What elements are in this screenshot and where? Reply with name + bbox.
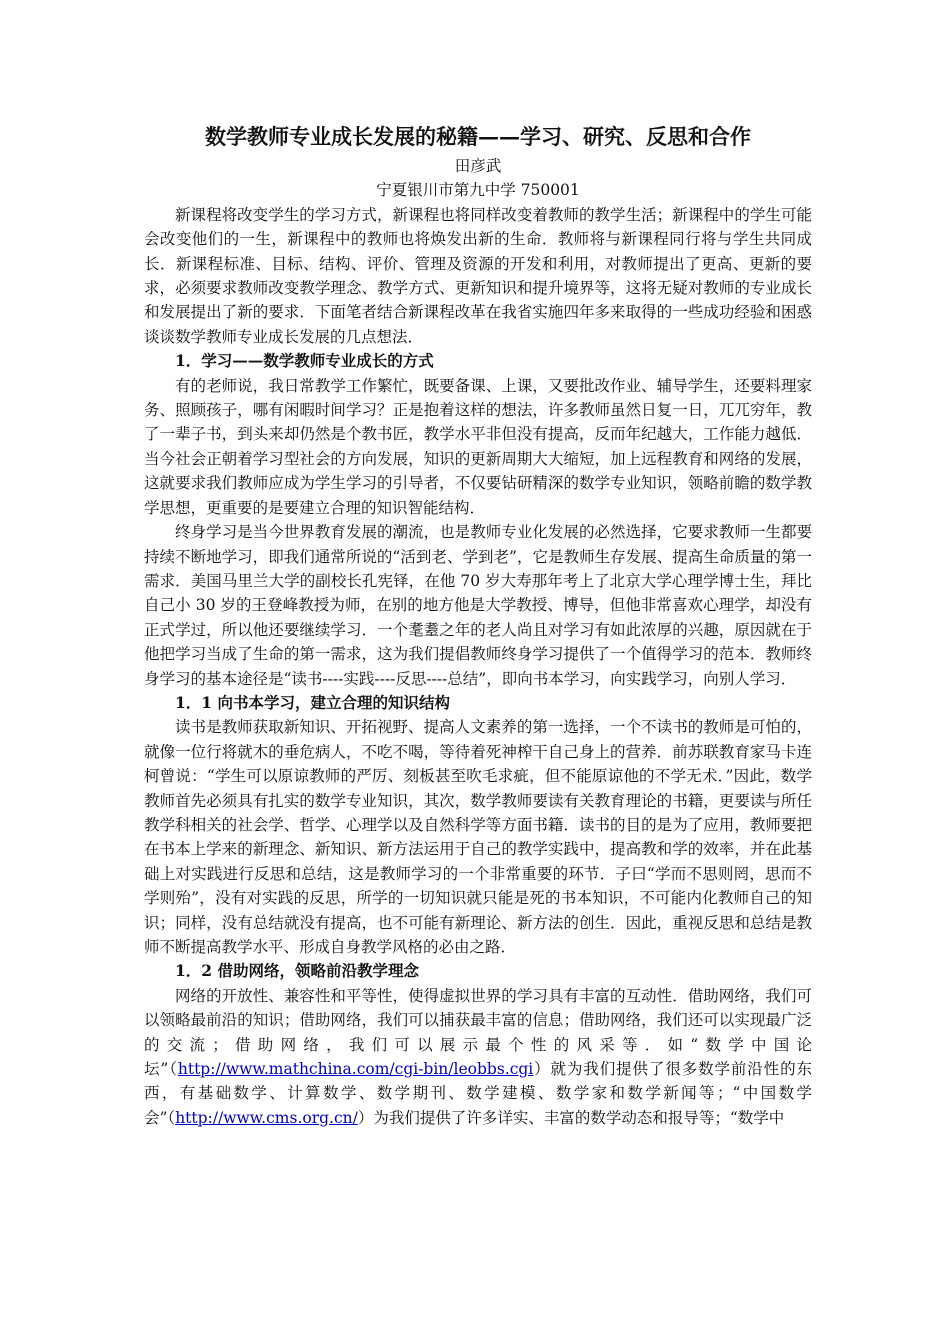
author-affiliation: 宁夏银川市第九中学 750001	[376, 181, 580, 200]
section-1-2-text-part-2: ）就为我们提供了很多数学前沿性的东西，有基础数学、计算数学、数学期刊、数学建模、数学家和数学新闻等；“中国数学会”（	[144, 1060, 812, 1127]
document-page	[144, 120, 812, 1130]
section-heading-1-1: 1．1 向书本学习，建立合理的知识结构	[175, 692, 450, 712]
section-1-paragraph-1: 有的老师说，我日常教学工作繁忙，既要备课、上课，又要批改作业、辅导学生，还要料理家务、照顾孩子，哪有闲暇时间学习？正是抱着这样的想法，许多教师虽然日复一日，兀兀穷年，教了一辈子书，到头来却仍然是个教书匠，教学水平非但没有提高，反而年纪越大，工作能力越低．当今社会正朝着学习型社会的方向发展，知识的更新周期大大缩短，加上远程教育和网络的发展，这就要求我们教师应成为学生学习的引导者，不仅要钻研精深的数学专业知识，领略前瞻的数学教学思想，更重要的是要建立合理的知识智能结构．	[144, 376, 812, 517]
section-heading-1-2: 1．2 借助网络，领略前沿教学理念	[175, 961, 419, 981]
section-1-2-text-part-3: ）为我们提供了许多详实、丰富的数学动态和报导等；“数学中	[357, 1108, 785, 1127]
section-1-2-paragraph	[144, 984, 812, 1130]
document-title: 数学教师专业成长发展的秘籍——学习、研究、反思和合作	[205, 124, 751, 149]
section-1-1-paragraph: 读书是教师获取新知识、开拓视野、提高人文素养的第一选择，一个不读书的教师是可怕的，就像一位行将就木的垂危病人，不吃不喝，等待着死神榨干自己身上的营养．前苏联教育家马卡连柯曾说：“学生可以原谅教师的严厉、刻板甚至吹毛求疵，但不能原谅他的不学无术．”因此，数学教师首先必须具有扎实的数学专业知识，其次，数学教师要读有关教育理论的书籍，更要读与所任教学科相关的社会学、哲学、心理学以及自然科学等方面书籍．读书的目的是为了应用，教师要把在书本上学来的新理念、新知识、新方法运用于自己的教学实践中，提高教和学的效率，并在此基础上对实践进行反思和总结，这是教师学习的一个非常重要的环节．子曰“学而不思则罔，思而不学则殆”，没有对实践的反思，所学的一切知识就只能是死的书本知识，不可能内化教师自己的知识；同样，没有总结就没有提高，也不可能有新理论、新方法的创生．因此，重视反思和总结是教师不断提高教学水平、形成自身教学风格的必由之路．	[144, 718, 812, 956]
intro-paragraph: 新课程将改变学生的学习方式，新课程也将同样改变着教师的教学生活；新课程中的学生可能会改变他们的一生，新课程中的教师也将焕发出新的生命．教师将与新课程同行将与学生共同成长．新课程标准、目标、结构、评价、管理及资源的开发和利用，对教师提出了更高、更新的要求，必须要求教师改变教学理念、教学方式、更新知识和提升境界等，这将无疑对教师的专业成长和发展提出了新的要求．下面笔者结合新课程改革在我省实施四年多来取得的一些成功经验和困惑谈谈数学教师专业成长发展的几点想法．	[144, 205, 812, 346]
section-heading-1: 1．学习——数学教师专业成长的方式	[175, 351, 434, 371]
cms-link[interactable]: http://www.cms.org.cn/	[175, 1108, 358, 1127]
mathchina-link[interactable]: http://www.mathchina.com/cgi-bin/leobbs.cgi	[177, 1060, 534, 1079]
author-name: 田彦武	[454, 157, 502, 175]
section-1-2-text-part-1: 网络的开放性、兼容性和平等性，使得虚拟世界的学习具有丰富的互动性．借助网络，我们可以领略最前沿的知识；借助网络，我们可以捕获最丰富的信息；借助网络，我们还可以实现最广泛的交流；借助网络，我们可以展示最个性的风采等．如“数学中国论坛”（	[144, 986, 812, 1079]
section-1-paragraph-2: 终身学习是当今世界教育发展的潮流，也是教师专业化发展的必然选择，它要求教师一生都要持续不断地学习，即我们通常所说的“活到老、学到老”，它是教师生存发展、提高生命质量的第一需求．美国马里兰大学的副校长孔宪铎，在他 70 岁大寿那年考上了北京大学心理学博士生，拜比自己小 30 岁的王登峰教授为师，在别的地方他是大学教授、博导，但他非常喜欢心理学，却没有正式学过，所以他还要继续学习．一个耄耋之年的老人尚且对学习有如此浓厚的兴趣，原因就在于他把学习当成了生命的第一需求，这为我们提倡教师终身学习提供了一个值得学习的范本．教师终身学习的基本途径是“读书----实践----反思----总结”，即向书本学习，向实践学习，向别人学习．	[144, 523, 812, 688]
